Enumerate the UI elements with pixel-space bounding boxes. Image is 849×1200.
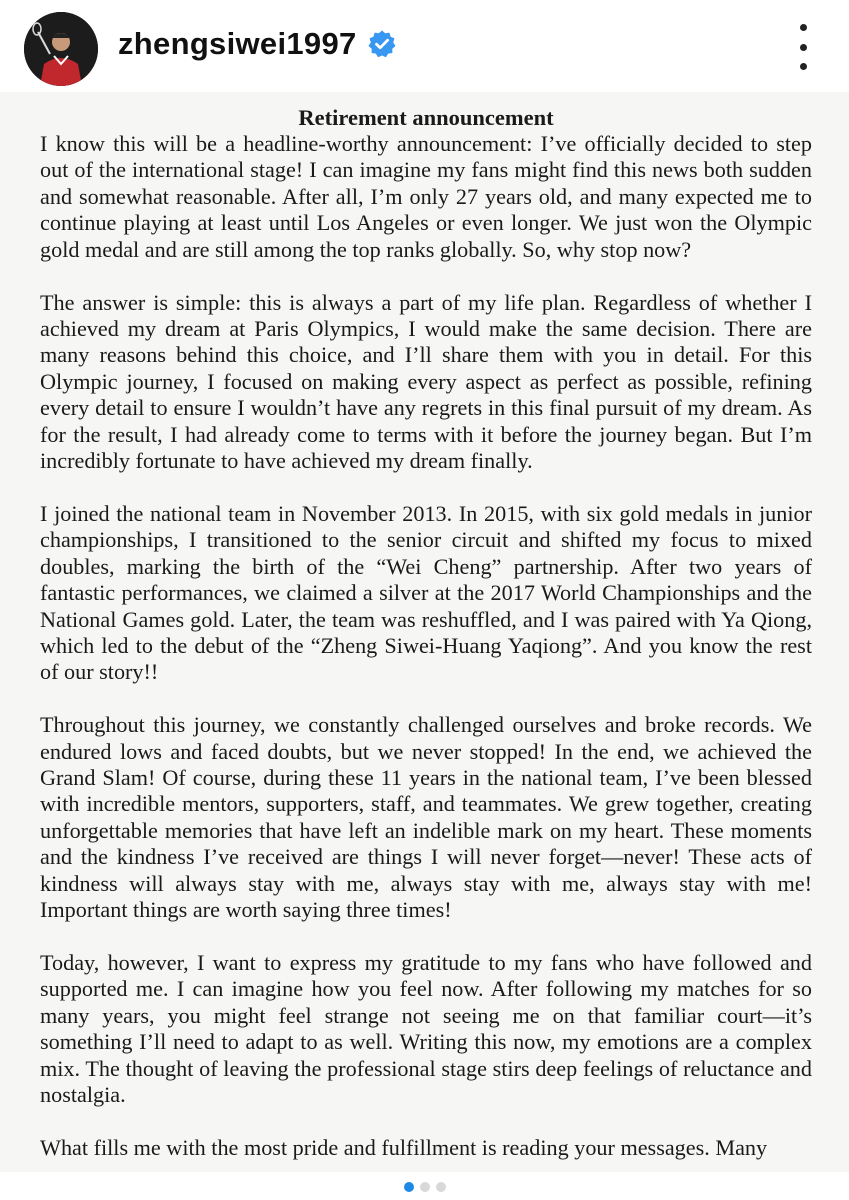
paragraph: I joined the national team in November 2013. In 2015, with six gold medals in junior championships, I transitioned to the senior circuit and shifted my focus to mixed doubles, marking the birth of the “Wei Cheng” partnership. After two years of fantastic performances, we claimed a silver at the 2017 World Championships and the National Games gold. Later, the team was reshuffled, and I was paired with Ya Qiong, which led to the debut of the “Zheng Siwei-Huang Yaqiong”. And you know the rest of our story!! bbox=[40, 500, 812, 685]
carousel-dot-active[interactable] bbox=[404, 1182, 414, 1192]
verified-badge-icon bbox=[367, 29, 397, 59]
more-options-button[interactable] bbox=[793, 24, 813, 70]
carousel-dot[interactable] bbox=[436, 1182, 446, 1192]
avatar-photo bbox=[24, 12, 98, 86]
carousel-dot[interactable] bbox=[420, 1182, 430, 1192]
paragraph: What fills me with the most pride and fulfillment is reading your messages. Many bbox=[40, 1134, 768, 1160]
avatar[interactable] bbox=[24, 12, 98, 86]
username[interactable]: zhengsiwei1997 bbox=[118, 26, 357, 61]
post-header bbox=[0, 0, 849, 90]
more-vertical-icon-dot bbox=[800, 44, 807, 51]
paragraph: I know this will be a headline-worthy announcement: I’ve officially decided to step out of the international stage! I can imagine my fans might find this news both sudden and somewhat reasonable. After all, I’m only 27 years old, and many expected me to continue playing at least until Los Angeles or even longer. We just won the Olympic gold medal and are still among the top ranks globally. So, why stop now? bbox=[40, 131, 812, 262]
paragraph: The answer is simple: this is always a part of my life plan. Regardless of whether I achieved my dream at Paris Olympics, I would make the same decision. There are many reasons behind this choice, and I’ll share them with you in detail. For this Olympic journey, I focused on making every aspect as perfect as possible, refining every detail to ensure I wouldn’t have any regrets in this final pursuit of my dream. As for the result, I had already come to terms with it before the journey began. But I’m incredibly fortunate to have achieved my dream finally. bbox=[40, 289, 812, 473]
username-row bbox=[118, 22, 397, 66]
announcement-document bbox=[40, 105, 812, 1161]
document-title: Retirement announcement bbox=[298, 105, 554, 130]
more-vertical-icon-dot bbox=[800, 63, 807, 70]
paragraph: Today, however, I want to express my gratitude to my fans who have followed and supported me. I can imagine how you feel now. After following my matches for so many years, you might feel strange not seeing me on that familiar court—it’s something I’ll need to adapt to as well. Writing this now, my emotions are a complex mix. The thought of leaving the professional stage stirs deep feelings of reluctance and nostalgia. bbox=[40, 949, 812, 1107]
more-vertical-icon bbox=[800, 24, 807, 31]
carousel-indicator bbox=[0, 1182, 849, 1192]
paragraph: Throughout this journey, we constantly challenged ourselves and broke records. We endured lows and faced doubts, but we never stopped! In the end, we achieved the Grand Slam! Of course, during these 11 years in the national team, I’ve been blessed with incredible mentors, supporters, staff, and teammates. We grew together, creating unforgettable memories that have left an indelible mark on my heart. These moments and the kindness I’ve received are things I will never forget—never! These acts of kindness will always stay with me, always stay with me, always stay with me! Important things are worth saying three times! bbox=[40, 712, 812, 923]
